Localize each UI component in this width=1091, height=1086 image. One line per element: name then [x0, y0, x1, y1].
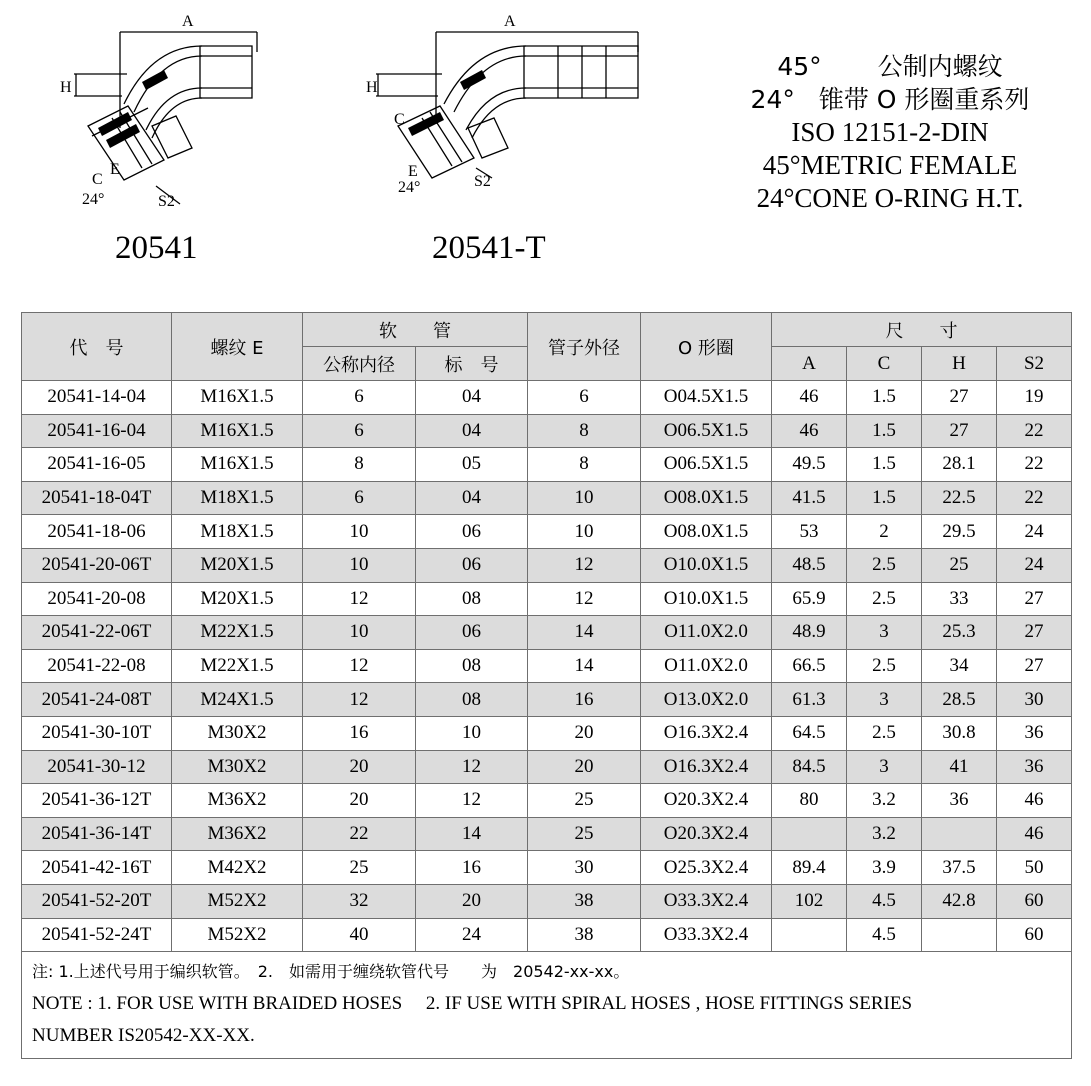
cell-hose-nominal: 6	[303, 414, 416, 448]
cell-dim-c: 2.5	[847, 716, 922, 750]
cell-tube-od: 10	[528, 481, 641, 515]
cell-dim-c: 3	[847, 750, 922, 784]
dimension-h-label: H	[60, 79, 72, 96]
cell-oring: O20.3X2.4	[641, 784, 772, 818]
cell-dim-a: 80	[772, 784, 847, 818]
table-row	[22, 817, 1072, 851]
cell-dim-s2: 22	[997, 448, 1072, 482]
cell-dim-s2: 50	[997, 851, 1072, 885]
cell-dim-s2: 46	[997, 784, 1072, 818]
cell-dim-a: 49.5	[772, 448, 847, 482]
cell-dim-h: 28.1	[922, 448, 997, 482]
cell-oring: O33.3X2.4	[641, 884, 772, 918]
cell-oring: O06.5X1.5	[641, 448, 772, 482]
cell-code: 20541-16-04	[22, 414, 172, 448]
title-metric-female-cn: 公制内螺纹	[877, 52, 1003, 81]
table-row	[22, 649, 1072, 683]
cell-tube-od: 20	[528, 750, 641, 784]
cell-dim-c: 3	[847, 683, 922, 717]
product-title	[700, 50, 1080, 215]
cell-thread: M52X2	[172, 918, 303, 952]
dimension-e-label: E	[110, 161, 120, 178]
cell-dim-s2: 36	[997, 750, 1072, 784]
table-row	[22, 414, 1072, 448]
table-row	[22, 683, 1072, 717]
cell-dim-a: 84.5	[772, 750, 847, 784]
table-row	[22, 884, 1072, 918]
cell-dim-h: 28.5	[922, 683, 997, 717]
cell-dim-h: 29.5	[922, 515, 997, 549]
title-line-1	[700, 50, 1080, 83]
cell-dim-h: 30.8	[922, 716, 997, 750]
header-dim-a: A	[772, 347, 847, 381]
title-cone-oring-en: 24°CONE O-RING H.T.	[756, 183, 1024, 213]
table-row	[22, 448, 1072, 482]
cell-hose-mark: 04	[416, 381, 528, 415]
cell-code: 20541-36-14T	[22, 817, 172, 851]
note-english-line-2: NUMBER IS20542-XX-XX.	[32, 1025, 255, 1047]
cell-code: 20541-14-04	[22, 381, 172, 415]
angle-label: 24°	[398, 179, 421, 196]
model-label-20541: 20541	[115, 230, 198, 266]
table-row	[22, 582, 1072, 616]
cell-dim-c: 3.2	[847, 784, 922, 818]
cell-dim-h: 42.8	[922, 884, 997, 918]
table-row	[22, 481, 1072, 515]
cell-dim-s2: 60	[997, 918, 1072, 952]
cell-tube-od: 25	[528, 784, 641, 818]
cell-thread: M30X2	[172, 750, 303, 784]
dimension-c-label: C	[92, 171, 103, 188]
cell-code: 20541-36-12T	[22, 784, 172, 818]
cell-dim-s2: 27	[997, 649, 1072, 683]
cell-thread: M36X2	[172, 784, 303, 818]
cell-dim-c: 2	[847, 515, 922, 549]
cell-hose-nominal: 20	[303, 784, 416, 818]
cell-thread: M16X1.5	[172, 448, 303, 482]
cell-hose-nominal: 12	[303, 683, 416, 717]
cell-code: 20541-52-20T	[22, 884, 172, 918]
cell-code: 20541-18-04T	[22, 481, 172, 515]
cell-oring: O16.3X2.4	[641, 716, 772, 750]
cell-hose-mark: 08	[416, 582, 528, 616]
cell-dim-h: 27	[922, 381, 997, 415]
table-row	[22, 851, 1072, 885]
cell-dim-h: 25	[922, 548, 997, 582]
cell-hose-nominal: 10	[303, 515, 416, 549]
cell-hose-nominal: 10	[303, 616, 416, 650]
cell-dim-c: 2.5	[847, 582, 922, 616]
cell-oring: O06.5X1.5	[641, 414, 772, 448]
cell-dim-c: 1.5	[847, 381, 922, 415]
cell-code: 20541-24-08T	[22, 683, 172, 717]
cell-hose-mark: 04	[416, 414, 528, 448]
dimension-s2-label: S2	[158, 193, 175, 210]
table-row	[22, 381, 1072, 415]
cell-thread: M52X2	[172, 884, 303, 918]
cell-hose-mark: 16	[416, 851, 528, 885]
cell-hose-nominal: 22	[303, 817, 416, 851]
table-row	[22, 616, 1072, 650]
cell-hose-mark: 05	[416, 448, 528, 482]
header-dims: 尺 寸	[772, 313, 1072, 347]
cell-thread: M42X2	[172, 851, 303, 885]
cell-code: 20541-20-06T	[22, 548, 172, 582]
cell-dim-h: 34	[922, 649, 997, 683]
cell-thread: M36X2	[172, 817, 303, 851]
cell-dim-c: 2.5	[847, 548, 922, 582]
header-dim-c: C	[847, 347, 922, 381]
cell-dim-a	[772, 918, 847, 952]
cell-hose-mark: 08	[416, 649, 528, 683]
cell-oring: O08.0X1.5	[641, 481, 772, 515]
cell-hose-mark: 24	[416, 918, 528, 952]
fitting-drawing-20541-t	[368, 8, 648, 218]
title-line-2	[700, 83, 1080, 116]
table-row	[22, 750, 1072, 784]
cell-hose-mark: 10	[416, 716, 528, 750]
cell-hose-nominal: 16	[303, 716, 416, 750]
cell-code: 20541-30-10T	[22, 716, 172, 750]
cell-code: 20541-16-05	[22, 448, 172, 482]
cell-dim-a: 66.5	[772, 649, 847, 683]
cell-dim-s2: 24	[997, 548, 1072, 582]
cell-oring: O08.0X1.5	[641, 515, 772, 549]
cell-hose-nominal: 6	[303, 381, 416, 415]
cell-dim-h: 27	[922, 414, 997, 448]
cell-tube-od: 10	[528, 515, 641, 549]
cell-hose-nominal: 32	[303, 884, 416, 918]
cell-dim-c: 1.5	[847, 414, 922, 448]
table-row	[22, 918, 1072, 952]
cell-hose-mark: 12	[416, 750, 528, 784]
cell-hose-mark: 08	[416, 683, 528, 717]
cell-dim-h: 36	[922, 784, 997, 818]
cell-dim-a: 41.5	[772, 481, 847, 515]
title-metric-female-en: 45°METRIC FEMALE	[762, 150, 1018, 180]
cell-tube-od: 20	[528, 716, 641, 750]
cell-thread: M24X1.5	[172, 683, 303, 717]
header-thread: 螺纹 E	[172, 313, 303, 381]
cell-dim-c: 3	[847, 616, 922, 650]
cell-thread: M18X1.5	[172, 515, 303, 549]
cell-dim-c: 2.5	[847, 649, 922, 683]
cell-dim-s2: 22	[997, 481, 1072, 515]
cell-dim-c: 3.9	[847, 851, 922, 885]
cell-dim-s2: 27	[997, 582, 1072, 616]
cell-dim-c: 4.5	[847, 918, 922, 952]
header-dim-s2: S2	[997, 347, 1072, 381]
title-cone-oring-cn: 锥带 O 形圈重系列	[818, 85, 1030, 114]
header-tube-od: 管子外径	[528, 313, 641, 381]
cell-hose-mark: 12	[416, 784, 528, 818]
table-row	[22, 716, 1072, 750]
cell-tube-od: 38	[528, 884, 641, 918]
cell-hose-nominal: 12	[303, 582, 416, 616]
angle-label: 24°	[82, 191, 105, 208]
cell-oring: O11.0X2.0	[641, 649, 772, 683]
table-row	[22, 515, 1072, 549]
cell-dim-a: 48.5	[772, 548, 847, 582]
header-oring: O 形圈	[641, 313, 772, 381]
cell-hose-nominal: 20	[303, 750, 416, 784]
cell-hose-mark: 06	[416, 616, 528, 650]
cell-dim-h	[922, 817, 997, 851]
header-hose: 软 管	[303, 313, 528, 347]
cell-tube-od: 8	[528, 414, 641, 448]
spec-table-body	[22, 381, 1072, 952]
cell-dim-h: 25.3	[922, 616, 997, 650]
cell-tube-od: 16	[528, 683, 641, 717]
title-angle-45: 45°	[777, 52, 822, 81]
cell-thread: M20X1.5	[172, 582, 303, 616]
cell-hose-mark: 20	[416, 884, 528, 918]
note-chinese: 注: 1.上述代号用于编织软管。 2. 如需用于缠绕软管代号 为 20542-xx-xx。	[32, 962, 630, 982]
cell-dim-a: 102	[772, 884, 847, 918]
dimension-e-label: E	[408, 163, 418, 180]
dimension-a-label: A	[182, 13, 194, 30]
title-standard: ISO 12151-2-DIN	[791, 117, 989, 147]
table-note	[22, 952, 1072, 1059]
cell-dim-h: 22.5	[922, 481, 997, 515]
cell-tube-od: 12	[528, 548, 641, 582]
cell-tube-od: 14	[528, 616, 641, 650]
cell-code: 20541-20-08	[22, 582, 172, 616]
cell-dim-a: 89.4	[772, 851, 847, 885]
cell-dim-a: 65.9	[772, 582, 847, 616]
cell-hose-nominal: 10	[303, 548, 416, 582]
cell-tube-od: 38	[528, 918, 641, 952]
cell-dim-h: 41	[922, 750, 997, 784]
cell-oring: O13.0X2.0	[641, 683, 772, 717]
cell-dim-c: 1.5	[847, 448, 922, 482]
cell-hose-nominal: 8	[303, 448, 416, 482]
cell-dim-h	[922, 918, 997, 952]
cell-dim-h: 33	[922, 582, 997, 616]
cell-tube-od: 8	[528, 448, 641, 482]
dimension-c-label: C	[394, 111, 405, 128]
header-hose-nominal: 公称内径	[303, 347, 416, 381]
cell-tube-od: 12	[528, 582, 641, 616]
cell-thread: M20X1.5	[172, 548, 303, 582]
fitting-drawing-20541	[52, 8, 272, 218]
cell-tube-od: 25	[528, 817, 641, 851]
cell-dim-s2: 30	[997, 683, 1072, 717]
note-english-line-1: NOTE : 1. FOR USE WITH BRAIDED HOSES 2. IF USE WITH SPIRAL HOSES , HOSE FITTINGS SERIES	[32, 993, 913, 1015]
cell-dim-a: 53	[772, 515, 847, 549]
header-code: 代 号	[22, 313, 172, 381]
cell-oring: O33.3X2.4	[641, 918, 772, 952]
cell-dim-a: 46	[772, 381, 847, 415]
spec-table	[21, 312, 1072, 1059]
cell-tube-od: 30	[528, 851, 641, 885]
cell-dim-s2: 36	[997, 716, 1072, 750]
cell-hose-mark: 06	[416, 548, 528, 582]
cell-hose-mark: 06	[416, 515, 528, 549]
cell-thread: M16X1.5	[172, 381, 303, 415]
dimension-h-label: H	[366, 79, 378, 96]
cell-dim-a: 48.9	[772, 616, 847, 650]
cell-hose-mark: 14	[416, 817, 528, 851]
cell-code: 20541-30-12	[22, 750, 172, 784]
cell-hose-mark: 04	[416, 481, 528, 515]
cell-dim-s2: 27	[997, 616, 1072, 650]
cell-oring: O11.0X2.0	[641, 616, 772, 650]
cell-oring: O25.3X2.4	[641, 851, 772, 885]
cell-thread: M16X1.5	[172, 414, 303, 448]
table-row	[22, 784, 1072, 818]
cell-dim-s2: 46	[997, 817, 1072, 851]
cell-oring: O16.3X2.4	[641, 750, 772, 784]
cell-dim-a	[772, 817, 847, 851]
header-dim-h: H	[922, 347, 997, 381]
cell-tube-od: 6	[528, 381, 641, 415]
cell-hose-nominal: 12	[303, 649, 416, 683]
cell-oring: O20.3X2.4	[641, 817, 772, 851]
table-row	[22, 548, 1072, 582]
cell-oring: O10.0X1.5	[641, 582, 772, 616]
cell-dim-s2: 24	[997, 515, 1072, 549]
cell-dim-c: 4.5	[847, 884, 922, 918]
cell-thread: M18X1.5	[172, 481, 303, 515]
cell-oring: O10.0X1.5	[641, 548, 772, 582]
cell-thread: M22X1.5	[172, 616, 303, 650]
model-label-20541-t: 20541-T	[432, 230, 546, 266]
cell-dim-c: 1.5	[847, 481, 922, 515]
title-angle-24: 24°	[750, 85, 795, 114]
cell-hose-nominal: 25	[303, 851, 416, 885]
cell-code: 20541-42-16T	[22, 851, 172, 885]
cell-oring: O04.5X1.5	[641, 381, 772, 415]
cell-code: 20541-22-06T	[22, 616, 172, 650]
cell-thread: M30X2	[172, 716, 303, 750]
cell-dim-a: 46	[772, 414, 847, 448]
cell-hose-nominal: 6	[303, 481, 416, 515]
cell-dim-a: 61.3	[772, 683, 847, 717]
header-hose-mark: 标 号	[416, 347, 528, 381]
cell-dim-s2: 22	[997, 414, 1072, 448]
cell-dim-a: 64.5	[772, 716, 847, 750]
cell-hose-nominal: 40	[303, 918, 416, 952]
cell-dim-c: 3.2	[847, 817, 922, 851]
cell-dim-s2: 19	[997, 381, 1072, 415]
cell-code: 20541-52-24T	[22, 918, 172, 952]
cell-code: 20541-22-08	[22, 649, 172, 683]
cell-dim-h: 37.5	[922, 851, 997, 885]
cell-dim-s2: 60	[997, 884, 1072, 918]
cell-code: 20541-18-06	[22, 515, 172, 549]
dimension-s2-label: S2	[474, 173, 491, 190]
cell-tube-od: 14	[528, 649, 641, 683]
cell-thread: M22X1.5	[172, 649, 303, 683]
dimension-a-label: A	[504, 13, 516, 30]
